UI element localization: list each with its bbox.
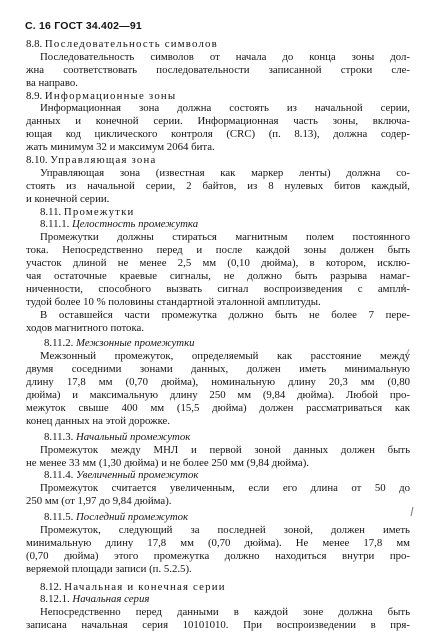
paragraph-line: тока. Непосредственно перед и после каждой зоны должен быть [26, 244, 410, 257]
section-title: Управляющая зона [50, 154, 157, 167]
section-title: Последовательность символов [44, 38, 218, 50]
subsection-number: 8.11.4. [44, 469, 74, 482]
section-number: 8.10. [26, 154, 48, 167]
paragraph-line: чая остаточные краевые сигналы, не должно быть разрыва намаг- [26, 270, 410, 283]
paragraph-line: и конечной серии. [26, 192, 110, 205]
paragraph-line: ющая код циклического контроля (CRC) (п. 8.13), должна содер- [26, 128, 410, 141]
paragraph-line: Промежуток считается увеличенным, если его длина от 50 до [40, 482, 410, 495]
paragraph-line: жать минимум 32 и максимум 2064 бита. [26, 141, 215, 154]
subsection-title: Начальная серия [72, 593, 150, 606]
paragraph-line: веряемой площади записи (п. 5.2.5). [26, 562, 192, 575]
paragraph-line: дюйма) и максимальную длину 250 мм (9,84 дюйма). Любой про- [26, 389, 410, 402]
paragraph-line: Промежутки должны стираться магнитным полем постоянного [40, 231, 410, 244]
paragraph-line: 250 мм (от 1,97 до 9,84 дюйма). [26, 495, 172, 508]
subsection-8-11-5-heading [26, 511, 410, 524]
paragraph-line: не менее 33 мм (1,30 дюйма) и не более 250 мм (9,84 дюйма). [26, 456, 309, 469]
section-8-11-heading [26, 206, 410, 219]
section-title: Информационные зоны [44, 89, 177, 102]
section-8-8-heading [26, 38, 410, 51]
paragraph-line: ниченности, способного вызвать сигнал воспроизведения с ампли- [26, 282, 410, 295]
subsection-8-11-2-heading [26, 337, 410, 350]
paragraph-line: участок длиной не менее 2,5 мм (0,10 дюйма), в котором, исклю- [26, 257, 410, 270]
section-title: Начальная и конечная серии [64, 580, 226, 593]
section-number: 8.9. [26, 89, 43, 102]
paragraph-line: Промежуток, следующий за последней зоной, должен иметь [40, 523, 410, 536]
paragraph-line: жна соответствовать последовательности записанной строки сле- [26, 63, 410, 76]
paragraph-line: данных и конечной серии. Информационная часть зоны, включа- [26, 115, 410, 128]
section-number: 8.12. [40, 580, 62, 593]
subsection-8-12-1-heading [26, 593, 410, 606]
paragraph-line: Промежуток между МНЛ и первой зоной данных должен быть [40, 443, 410, 456]
paragraph-line: двумя соседними зонами данных, должен иметь минимальную [26, 363, 410, 376]
paragraph-line: конец данных на этой дорожке. [26, 414, 171, 427]
subsection-number: 8.11.3. [44, 430, 74, 443]
page-header: С. 16 ГОСТ 34.402—91 [25, 20, 142, 32]
paragraph-line: стоять из начальной серии, 2 байтов, из 8 нулевых битов каждый, [26, 179, 410, 192]
subsection-8-11-3-heading [26, 431, 410, 444]
paragraph-line: межуток свыше 400 мм (15,5 дюйма) должен рассматриваться как [26, 401, 410, 414]
subsection-8-11-1-heading [26, 218, 410, 231]
subsection-number: 8.11.2. [44, 337, 74, 350]
paragraph-line: минимальную длину 17,8 мм (0,70 дюйма). Не менее 17,8 мм [26, 536, 410, 549]
section-title: Промежутки [63, 205, 135, 218]
subsection-title: Целостность промежутка [72, 218, 199, 231]
paragraph-line: ва направо. [26, 76, 78, 89]
scan-mark [411, 507, 413, 516]
paragraph-line: (0,70 дюйма) этого промежутка должно находиться внутри про- [26, 549, 410, 562]
paragraph-line: тудой более 10 % половины стандартной эталонной амплитуды. [26, 295, 321, 308]
subsection-title: Начальный промежуток [76, 430, 191, 443]
paragraph-line: В оставшейся части промежутка должно быть не более 7 пере- [40, 308, 410, 321]
section-8-10-heading [26, 154, 410, 167]
section-8-12-heading [26, 581, 410, 594]
section-8-9-heading [26, 90, 410, 103]
paragraph-line: Непосредственно перед данными в каждой зоне должна быть [40, 606, 410, 619]
subsection-title: Увеличенный промежуток [76, 469, 199, 482]
subsection-number: 8.11.1. [40, 218, 70, 231]
subsection-8-11-4-heading [26, 469, 410, 482]
paragraph-line: Управляющая зона (известная как маркер ленты) должна со- [40, 166, 410, 179]
paragraph-line: Информационная зона должна состоять из начальной серии, [40, 102, 410, 115]
subsection-number: 8.11.5. [44, 511, 74, 524]
section-number: 8.8. [26, 38, 43, 50]
section-number: 8.11. [40, 205, 62, 218]
paragraph-line: ходов магнитного потока. [26, 321, 145, 334]
paragraph-line: записана начальная серия 10101010. При воспроизведении в пря- [26, 619, 410, 632]
subsection-number: 8.12.1. [40, 593, 70, 606]
paragraph-line: длину 17,8 мм (0,70 дюйма), номинальную длину 20,3 мм (0,80 [26, 376, 410, 389]
page-content [26, 38, 410, 632]
paragraph-line: Межзонный промежуток, определяемый как расстояние между [40, 350, 410, 363]
subsection-title: Последний промежуток [76, 511, 189, 524]
paragraph-line: Последовательность символов от начала до конца зоны дол- [40, 50, 410, 63]
subsection-title: Межзонные промежутки [76, 337, 195, 350]
